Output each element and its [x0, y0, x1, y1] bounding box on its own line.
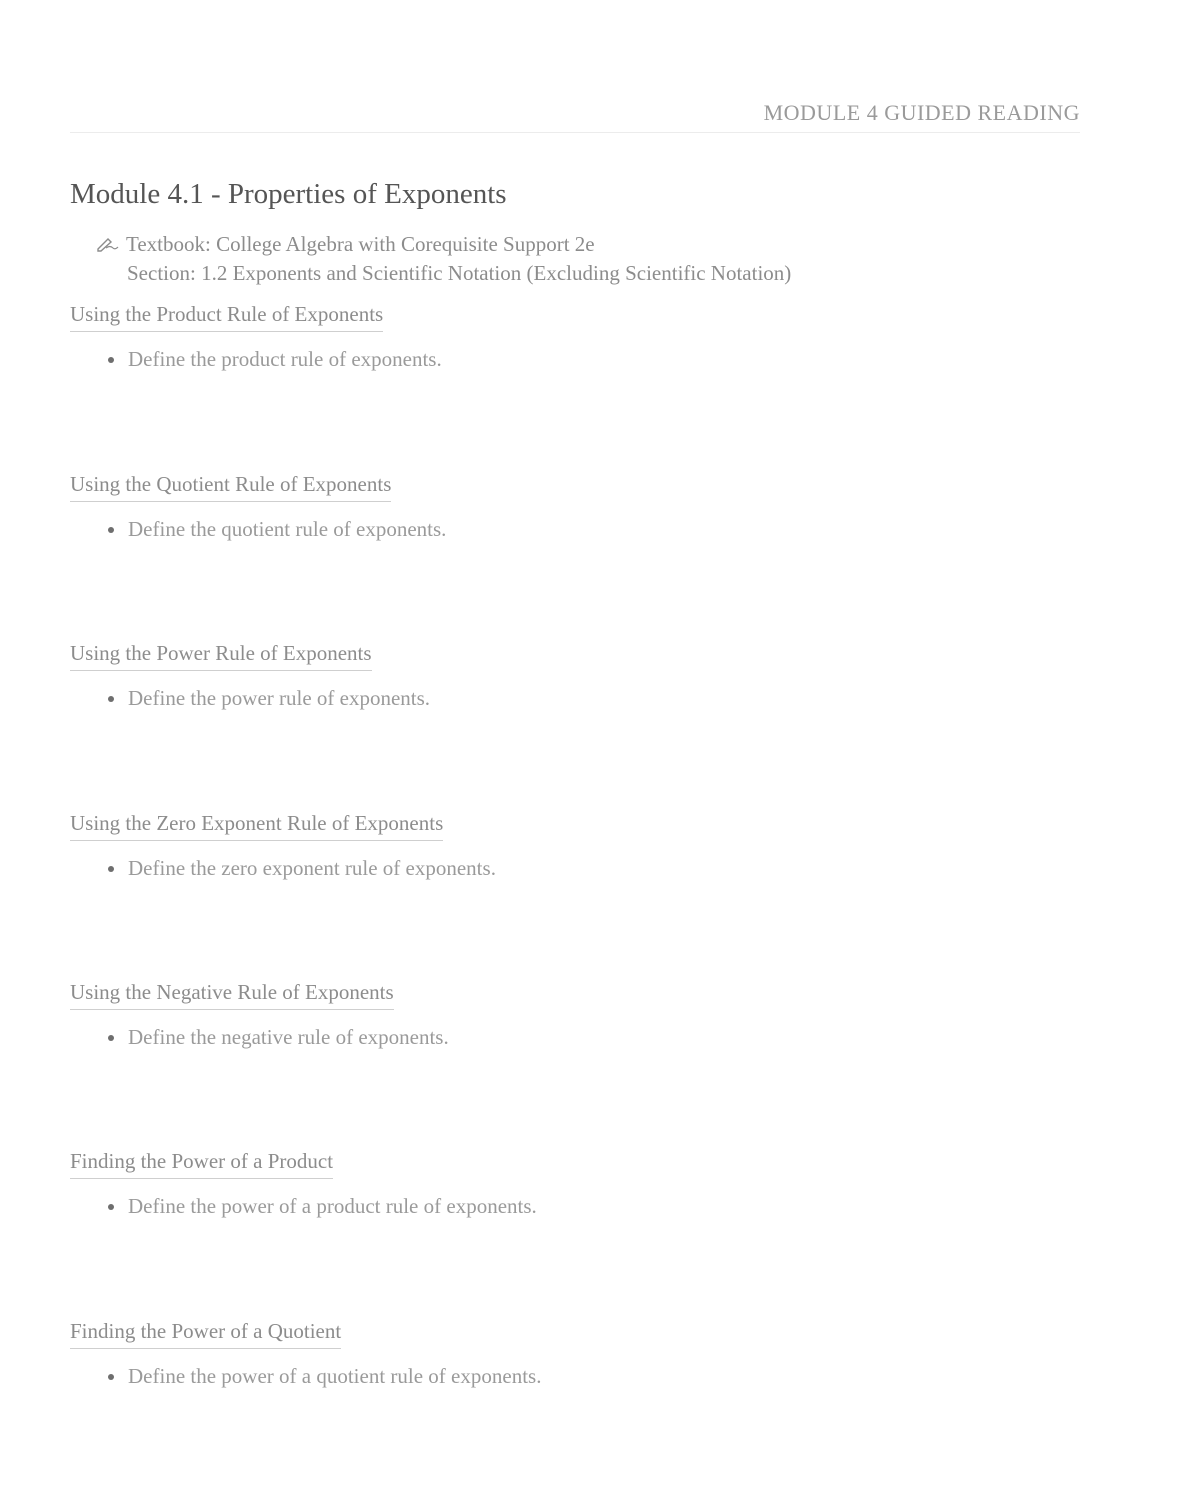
section-heading: Finding the Power of a Product	[70, 1149, 333, 1179]
textbook-title: Textbook: College Algebra with Corequisite Support 2e	[126, 232, 595, 256]
bullet-text: Define the product rule of exponents.	[128, 347, 442, 371]
section-heading: Using the Zero Exponent Rule of Exponents	[70, 811, 443, 841]
section-heading: Finding the Power of a Quotient	[70, 1319, 341, 1349]
header-rule	[70, 132, 1080, 133]
list-item	[70, 1364, 541, 1389]
list-item	[70, 856, 496, 881]
list-item	[70, 347, 442, 372]
bullet-text: Define the power of a product rule of exponents.	[128, 1194, 537, 1218]
section-product-rule	[70, 302, 442, 372]
page-title: Module 4.1 - Properties of Exponents	[70, 178, 507, 210]
bullet-icon	[108, 696, 114, 702]
section-negative-rule	[70, 980, 449, 1050]
section-power-of-product	[70, 1149, 537, 1219]
bullet-icon	[108, 866, 114, 872]
list-item	[70, 1194, 537, 1219]
bullet-text: Define the zero exponent rule of exponents.	[128, 856, 496, 880]
list-item	[70, 686, 430, 711]
bullet-icon	[108, 1374, 114, 1380]
section-power-of-quotient	[70, 1319, 541, 1389]
section-heading: Using the Product Rule of Exponents	[70, 302, 383, 332]
bullet-icon	[108, 1035, 114, 1041]
list-item	[70, 517, 446, 542]
section-heading: Using the Quotient Rule of Exponents	[70, 472, 391, 502]
section-heading: Using the Negative Rule of Exponents	[70, 980, 394, 1010]
bullet-icon	[108, 527, 114, 533]
textbook-reference	[96, 230, 791, 288]
bullet-icon	[108, 1204, 114, 1210]
section-heading: Using the Power Rule of Exponents	[70, 641, 372, 671]
bullet-text: Define the negative rule of exponents.	[128, 1025, 449, 1049]
textbook-line	[96, 230, 791, 259]
bullet-text: Define the power rule of exponents.	[128, 686, 431, 710]
running-head: MODULE 4 GUIDED READING	[763, 100, 1080, 125]
list-item	[70, 1025, 449, 1050]
textbook-section: Section: 1.2 Exponents and Scientific Notation (Excluding Scientific Notation)	[127, 261, 792, 285]
bullet-icon	[108, 357, 114, 363]
section-power-rule	[70, 641, 430, 711]
section-quotient-rule	[70, 472, 446, 542]
pencil-writing-icon	[96, 236, 120, 252]
bullet-text: Define the quotient rule of exponents.	[128, 517, 447, 541]
bullet-text: Define the power of a quotient rule of exponents.	[128, 1364, 542, 1388]
section-zero-exponent-rule	[70, 811, 496, 881]
